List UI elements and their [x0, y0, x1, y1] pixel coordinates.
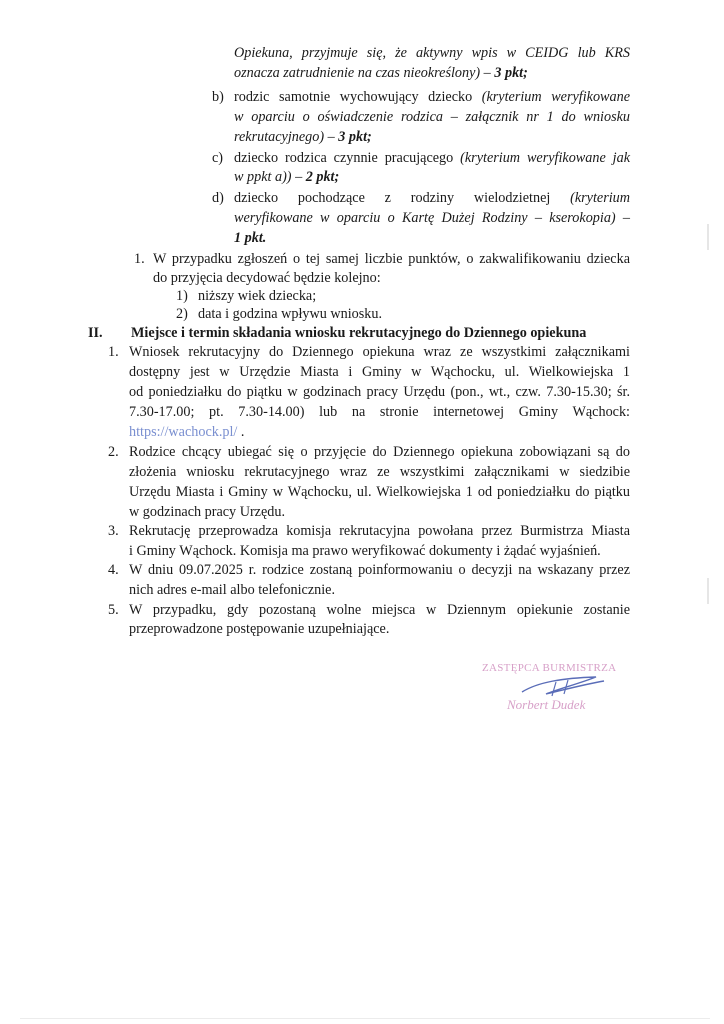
tie-rule-marker: 1. — [134, 251, 145, 267]
s2-item-3-marker: 3. — [108, 523, 119, 539]
scan-edge-line — [20, 1018, 710, 1019]
item-d-text: dziecko pochodzące z rodziny wielodzietnej — [234, 190, 571, 206]
s2-item-5-line-2: przeprowadzone postępowanie uzupełniające. — [129, 621, 390, 637]
s2-item-5-line-1: W przypadku, gdy pozostaną wolne miejsca w Dziennym opiekunie zostanie — [129, 602, 630, 618]
item-b-line-3-text: rekrutacyjnego) – — [234, 129, 339, 145]
item-d-points: 1 pkt. — [234, 230, 267, 246]
item-b-points: 3 pkt; — [338, 129, 372, 145]
s2-item-2-line-1: Rodzice chcący ubiegać się o przyjęcie do Dziennego opiekuna zobowiązani są do — [129, 444, 630, 460]
s2-item-3-line-1: Rekrutację przeprowadza komisja rekrutacyjna powołana przez Burmistrza Miasta — [129, 523, 630, 539]
item-d-marker: d) — [212, 190, 224, 206]
item-c-text: dziecko rodzica czynnie pracującego — [234, 150, 461, 166]
item-a-continuation-line-1: Opiekuna, przyjmuje się, że aktywny wpis w CEIDG lub KRS — [234, 45, 630, 61]
item-a-points: 3 pkt; — [494, 65, 528, 81]
item-b-text: rodzic samotnie wychowujący dziecko — [234, 89, 482, 105]
stamp-title: ZASTĘPCA BURMISTRZA — [482, 662, 617, 674]
tie-sub-2-text: data i godzina wpływu wniosku. — [198, 306, 383, 322]
item-b-italic: (kryterium weryfikowane — [481, 89, 630, 105]
item-c-line-2 — [234, 168, 339, 186]
item-c-line-1 — [234, 149, 630, 167]
item-c-points: 2 pkt; — [305, 169, 340, 185]
s2-item-4-line-2: nich adres e-mail albo telefonicznie. — [129, 582, 336, 598]
section-2-numeral: II. — [88, 325, 103, 341]
s2-item-1-line-4: 7.30-17.00; pt. 7.30-14.00) lub na stronie internetowej Gminy Wąchock: — [129, 404, 630, 420]
s2-item-3-line-2: i Gminy Wąchock. Komisja ma prawo weryfikować dokumenty i żądać wyjaśnień. — [129, 543, 601, 559]
item-c-line-2-text: w ppkt a)) – — [234, 169, 306, 185]
s2-item-2-line-2: złożenia wniosku rekrutacyjnego wraz ze wszystkimi załącznikami w siedzibie — [129, 464, 630, 480]
item-b-marker: b) — [212, 89, 224, 105]
stamp-name: Norbert Dudek — [507, 697, 586, 712]
s2-item-2-marker: 2. — [108, 444, 119, 460]
website-link[interactable]: https://wachock.pl/ — [129, 424, 238, 440]
s2-item-1-line-5 — [129, 423, 244, 441]
s2-item-1-line-3: od poniedziałku do piątku w godzinach pracy Urzędu (pon., wt., czw. 7.30-15.30; śr. — [129, 384, 630, 400]
s2-item-2-line-4: w godzinach pracy Urzędu. — [129, 504, 285, 520]
s2-item-1-line-1: Wniosek rekrutacyjny do Dziennego opiekuna wraz ze wszystkimi załącznikami — [129, 344, 630, 360]
item-c-italic: (kryterium weryfikowane jak — [460, 150, 630, 166]
tie-sub-1-marker: 1) — [176, 288, 188, 304]
s2-item-2-line-3: Urzędu Miasta i Gminy w Wąchocku, ul. Wielkowiejska 1 od poniedziałku do piątku — [129, 484, 630, 500]
tie-sub-2-marker: 2) — [176, 306, 188, 322]
s2-item-1-marker: 1. — [108, 344, 119, 360]
item-c-marker: c) — [212, 150, 224, 166]
s2-item-1-line-2: dostępny jest w Urzędzie Miasta i Gminy w Wąchocku, ul. Wielkowiejska 1 — [129, 364, 630, 380]
item-d-line-1 — [234, 189, 630, 207]
item-a-continuation-text: oznacza zatrudnienie na czas nieokreślony) – — [234, 65, 495, 81]
tie-rule-line-1: W przypadku zgłoszeń o tej samej liczbie punktów, o zakwalifikowaniu dziecka — [153, 251, 630, 267]
tie-sub-1-text: niższy wiek dziecka; — [198, 288, 317, 304]
s2-item-4-marker: 4. — [108, 562, 119, 578]
s2-item-4-line-1: W dniu 09.07.2025 r. rodzice zostaną poinformowaniu o decyzji na wskazany przez — [129, 562, 630, 578]
item-d-line-2: weryfikowane w oparciu o Kartę Dużej Rodziny – kserokopia) – — [234, 210, 630, 226]
item-b-line-1 — [234, 88, 630, 106]
s2-item-5-marker: 5. — [108, 602, 119, 618]
item-b-line-3 — [234, 128, 372, 146]
item-a-continuation-line-2 — [234, 64, 528, 82]
item-d-italic: (kryterium — [570, 190, 630, 206]
scan-mark-top — [707, 224, 709, 250]
item-b-line-2: w oparciu o oświadczenie rodzica – załącznik nr 1 do wniosku — [234, 109, 630, 125]
section-2-heading: Miejsce i termin składania wniosku rekrutacyjnego do Dziennego opiekuna — [131, 325, 587, 341]
tie-rule-line-2: do przyjęcia decydować będzie kolejno: — [153, 270, 381, 286]
scan-mark-bottom — [707, 578, 709, 604]
s2-item-1-end: . — [237, 424, 245, 440]
